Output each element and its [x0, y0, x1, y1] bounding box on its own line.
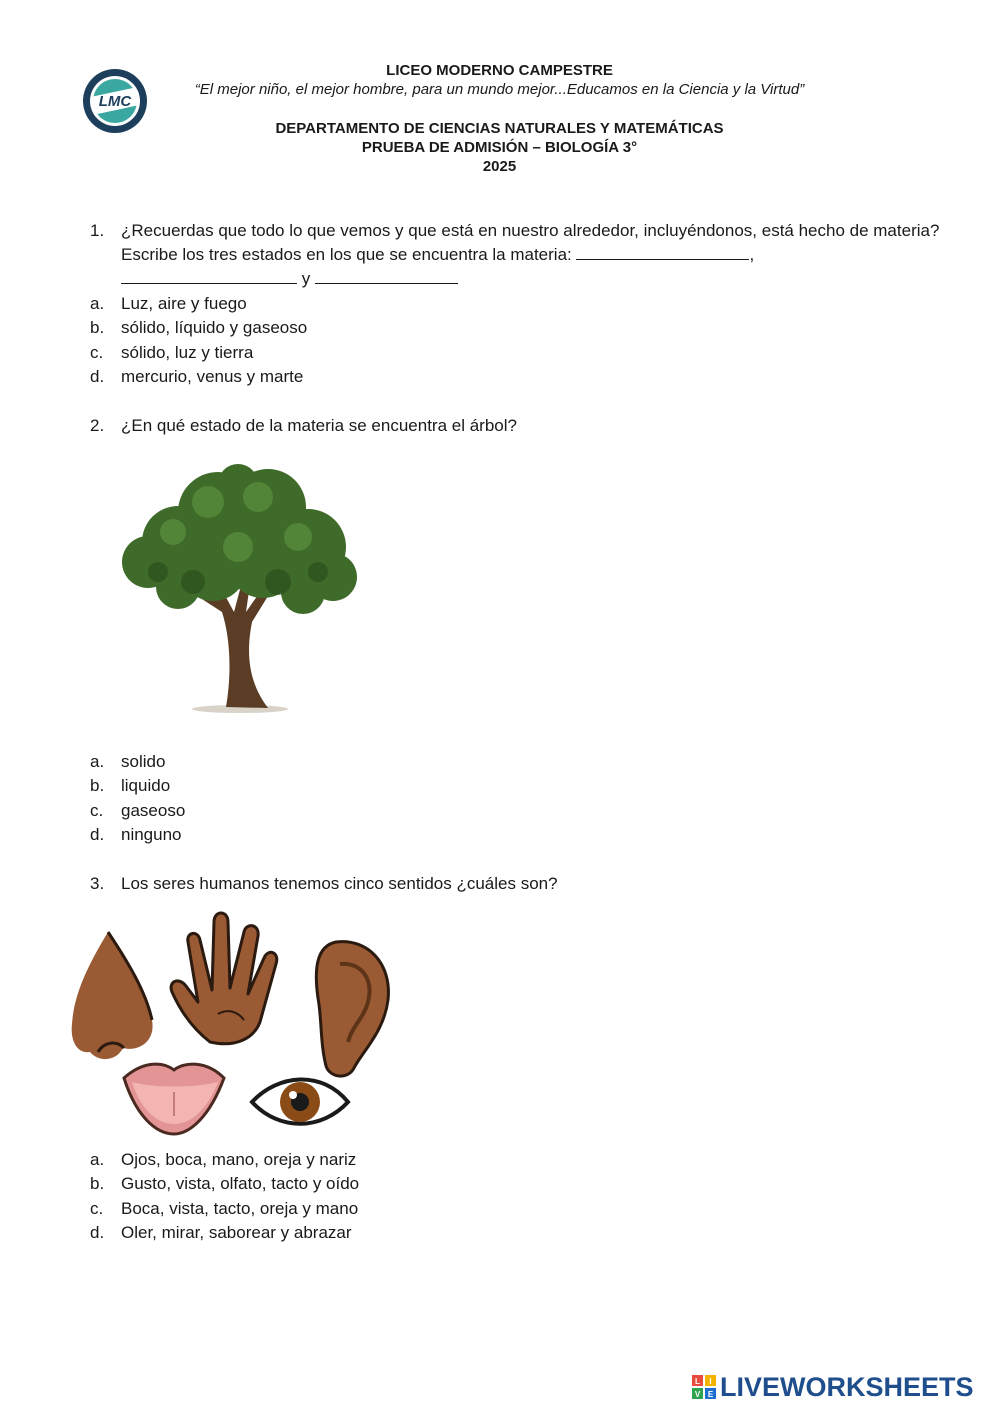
option-c[interactable]: c. Boca, vista, tacto, oreja y mano	[90, 1198, 359, 1218]
question-text: Los seres humanos tenemos cinco sentidos ¿cuáles son?	[121, 874, 558, 893]
hand-icon	[171, 913, 277, 1044]
question-text: ¿Recuerdas que todo lo que vemos y que está en nuestro alrededor, incluyéndonos, está hecho de materia? Escribe los tres estados en los que se encuentra la materia: , y	[121, 221, 940, 288]
answer-blank-2[interactable]	[121, 267, 297, 284]
option-c[interactable]: c. gaseoso	[90, 800, 186, 820]
option-d[interactable]: d. Oler, mirar, saborear y abrazar	[90, 1223, 352, 1243]
department-title: DEPARTAMENTO DE CIENCIAS NATURALES Y MATEMÁTICAS	[275, 120, 724, 137]
option-b[interactable]: b. sólido, líquido y gaseoso	[90, 318, 308, 338]
question-1-options	[90, 292, 690, 390]
question-2	[90, 414, 940, 438]
question-number: 1.	[90, 221, 105, 240]
school-motto: “El mejor niño, el mejor hombre, para un mundo mejor...Educamos en la Ciencia y la Virtud”	[194, 81, 805, 98]
option-c[interactable]: c. sólido, luz y tierra	[90, 342, 254, 362]
question-1	[90, 219, 940, 291]
option-d[interactable]: d. ninguno	[90, 825, 182, 845]
question-3-options	[90, 1148, 690, 1246]
eye-icon	[252, 1079, 348, 1123]
logo-text: LMC	[98, 93, 132, 110]
option-a[interactable]: a. Ojos, boca, mano, oreja y nariz	[90, 1150, 357, 1169]
option-b[interactable]: b. Gusto, vista, olfato, tacto y oído	[90, 1174, 360, 1194]
option-b[interactable]: b. liquido	[90, 776, 171, 796]
nose-icon	[72, 932, 153, 1059]
test-year: 2025	[482, 158, 517, 175]
question-3	[90, 872, 940, 896]
answer-blank-3[interactable]	[315, 267, 458, 284]
mouth-icon	[124, 1064, 224, 1134]
question-number: 3.	[90, 874, 105, 893]
ear-icon	[316, 942, 388, 1076]
question-2-options	[90, 750, 690, 848]
option-d[interactable]: d. mercurio, venus y marte	[90, 367, 304, 387]
school-name: LICEO MODERNO CAMPESTRE	[386, 62, 613, 79]
liveworksheets-footer[interactable]	[692, 1372, 974, 1402]
svg-text:L: L	[695, 1377, 700, 1386]
answer-blank-1[interactable]	[576, 243, 749, 260]
question-number: 2.	[90, 416, 105, 435]
option-a[interactable]: a. solido	[90, 752, 166, 771]
five-senses-image	[68, 902, 394, 1140]
tree-image	[118, 462, 360, 716]
liveworksheets-brand: LIVEWORKSHEETS	[720, 1371, 974, 1402]
question-text: ¿En qué estado de la materia se encuentra el árbol?	[121, 416, 517, 435]
test-title: PRUEBA DE ADMISIÓN – BIOLOGÍA 3°	[361, 139, 638, 156]
svg-text:I: I	[709, 1377, 712, 1386]
svg-text:V: V	[694, 1390, 701, 1399]
option-a[interactable]: a. Luz, aire y fuego	[90, 294, 247, 313]
liveworksheets-logo-icon	[692, 1375, 716, 1399]
svg-text:E: E	[707, 1390, 714, 1399]
